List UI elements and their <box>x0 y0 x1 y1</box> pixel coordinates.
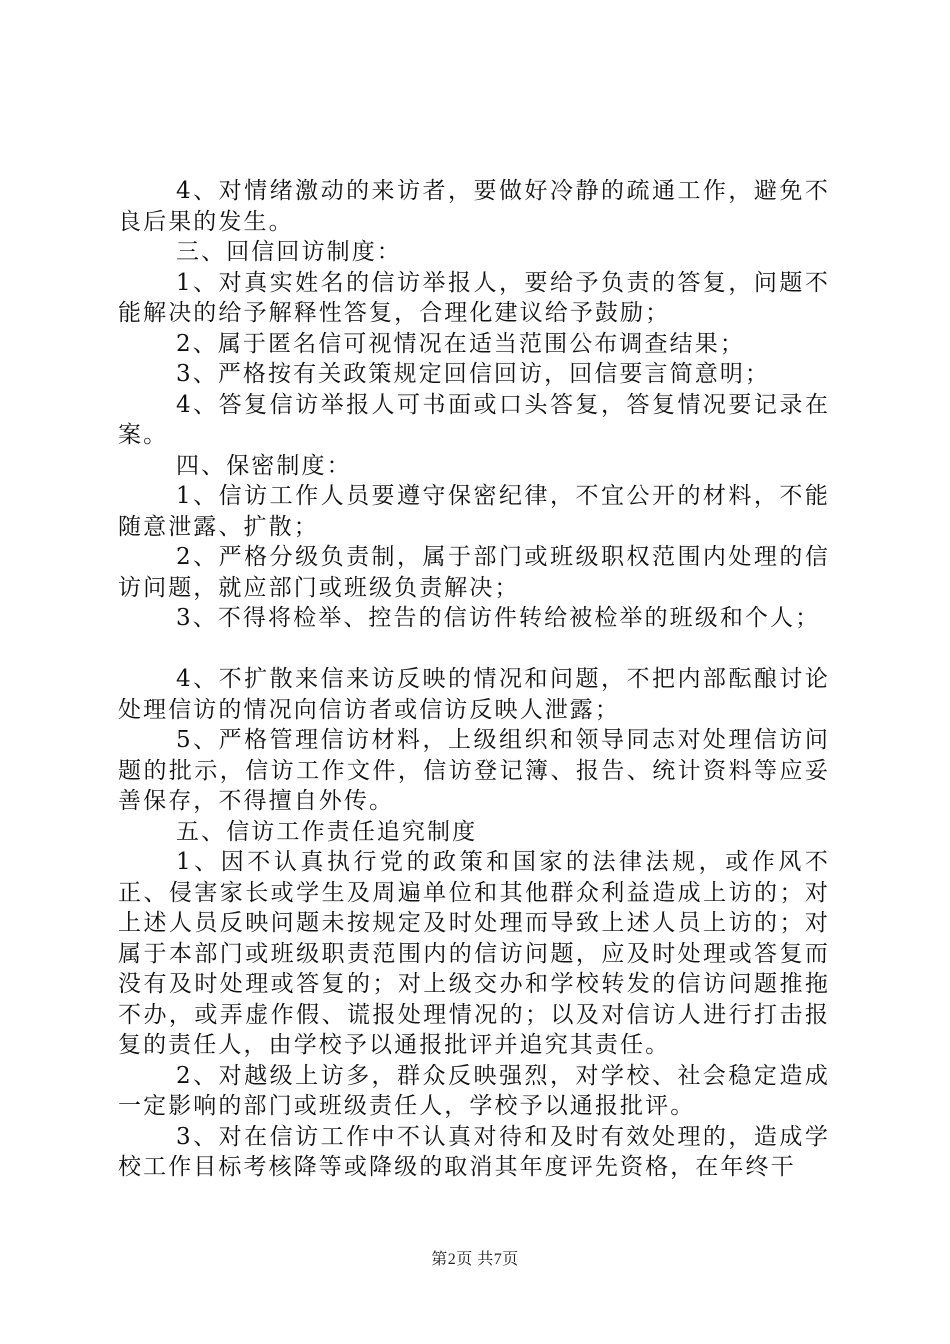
paragraph-item: 2、严格分级负责制，属于部门或班级职权范围内处理的信访问题，就应部门或班级负责解决； <box>118 544 830 601</box>
section-heading: 三、回信回访制度： <box>176 239 402 265</box>
paragraph-item: 1、因不认真执行党的政策和国家的法律法规，或作风不正、侵害家长或学生及周遍单位和其他群众利益造成上访的；对上述人员反映问题未按规定及时处理而导致上述人员上访的；对属于本部门或班级职责范围内的信访问题，应及时处理或答复而没有及时处理或答复的；对上级交办和学校转发的信访问题推拖不办，或弄虚作假、谎报处理情况的；以及对信访人进行打击报复的责任人，由学校予以通报批评并追究其责任。 <box>118 849 830 1058</box>
paragraph-item: 2、对越级上访多，群众反映强烈，对学校、社会稳定造成一定影响的部门或班级责任人，学校予以通报批评。 <box>118 1062 830 1119</box>
section-heading: 四、保密制度： <box>176 452 352 479</box>
paragraph-item: 5、严格管理信访材料，上级组织和领导同志对处理信访问题的批示，信访工作文件，信访登记簿、报告、统计资料等应妥善保存，不得擅自外传。 <box>118 727 830 814</box>
section-heading: 五、信访工作责任追究制度 <box>176 818 478 845</box>
paragraph-item: 4、不扩散来信来访反映的情况和问题，不把内部酝酿讨论处理信访的情况向信访者或信访反映人泄露； <box>118 666 830 723</box>
paragraph-item: 1、信访工作人员要遵守保密纪律，不宜公开的材料，不能随意泄露、扩散； <box>118 483 830 540</box>
blank-line <box>118 634 830 665</box>
paragraph-item: 3、不得将检举、控告的信访件转给被检举的班级和个人； <box>176 605 821 631</box>
paragraph-item: 2、属于匿名信可视情况在适当范围公布调查结果； <box>176 330 745 357</box>
paragraph-item: 4、对情绪激动的来访者，要做好冷静的疏通工作，避免不良后果的发生。 <box>118 178 830 235</box>
paragraph-item: 4、答复信访举报人可书面或口头答复，答复情况要记录在案。 <box>118 391 830 448</box>
page-footer <box>0 1246 950 1269</box>
document-body <box>118 176 830 1183</box>
paragraph-item: 1、对真实姓名的信访举报人，要给予负责的答复，问题不能解决的给予解释性答复，合理化建议给予鼓励； <box>118 269 830 326</box>
paragraph-item: 3、对在信访工作中不认真对待和及时有效处理的，造成学校工作目标考核降等或降级的取消其年度评先资格，在年终干 <box>118 1123 830 1180</box>
page-indicator: 第2页 共7页 <box>431 1251 519 1268</box>
paragraph-item: 3、严格按有关政策规定回信回访，回信要言简意明； <box>176 361 771 387</box>
